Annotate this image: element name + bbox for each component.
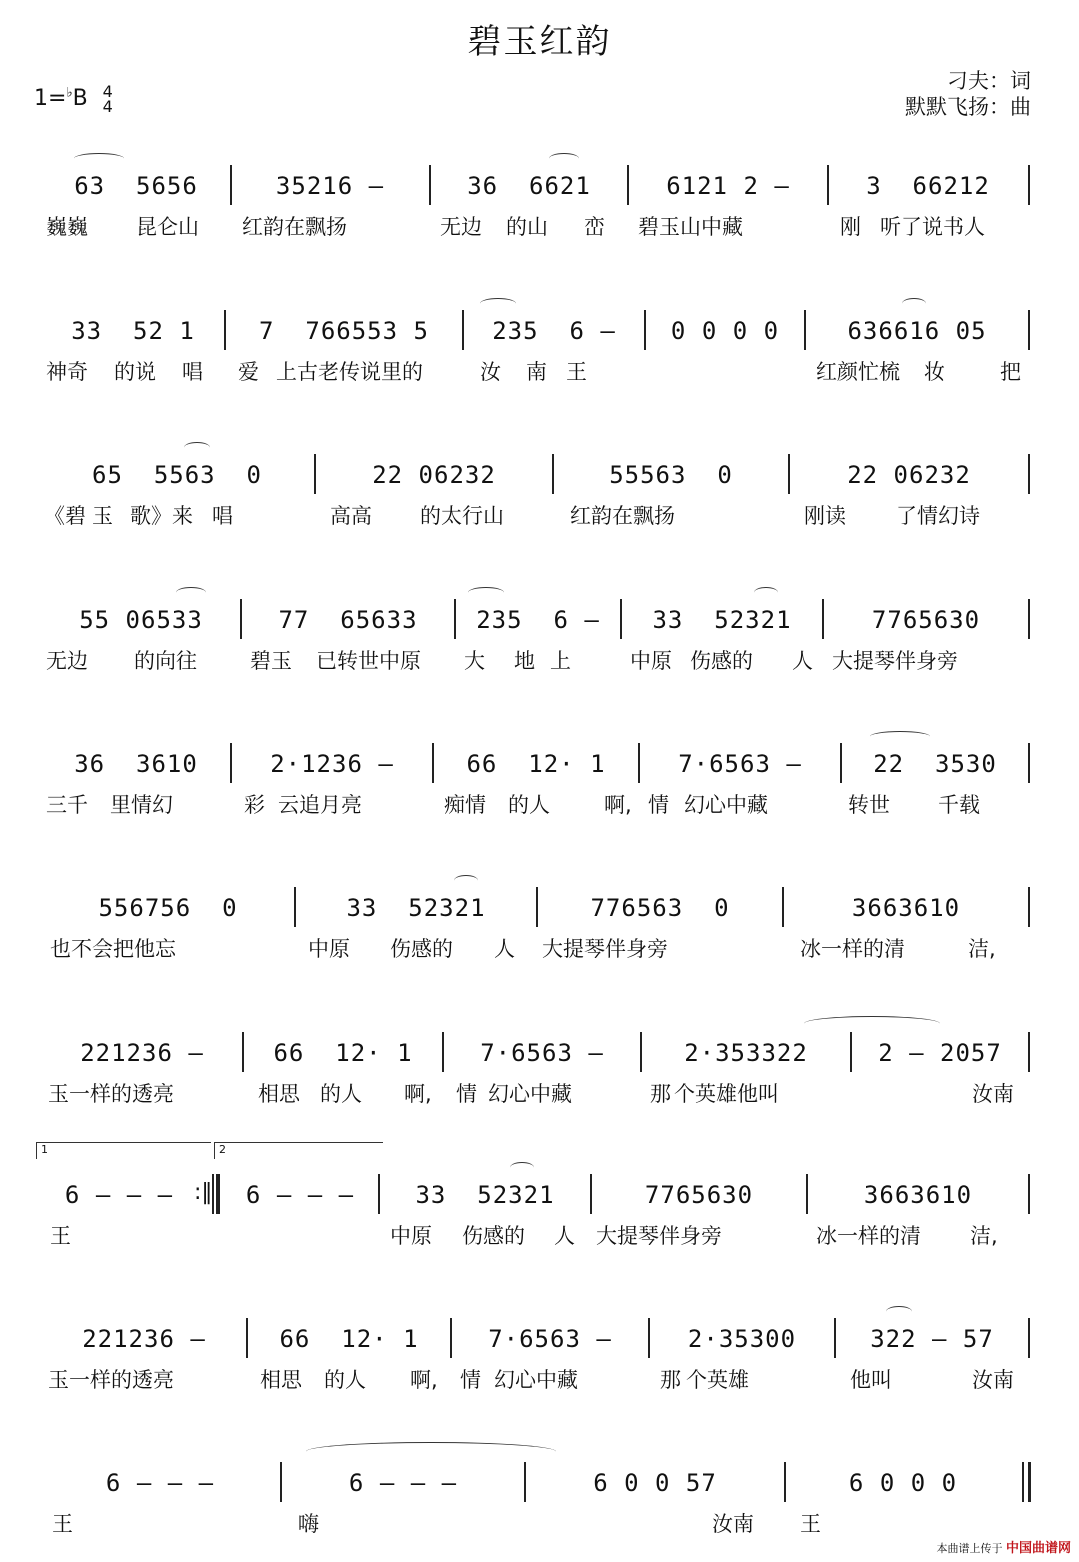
bar-line [834,1318,836,1358]
score-row-3 [44,452,1036,552]
bar-line [536,887,538,927]
lyric: 个英雄 [686,1368,749,1392]
measure: 2·1236 – [270,750,394,778]
repeat-bar [216,1174,220,1214]
slur [886,1306,912,1317]
lyric: 汝南 [972,1368,1014,1392]
lyricist-credit: 刁夫：词 [947,69,1031,93]
measure: 66 12· 1 [466,750,606,778]
measure: 55 06533 [79,606,203,634]
footer [936,1537,1071,1556]
measure: 7·6563 – [678,750,802,778]
bar-line [1028,1174,1030,1214]
bar-line [644,310,646,350]
bar-line [1028,887,1030,927]
lyric: 峦 [584,215,605,239]
bar-line [627,165,629,205]
lyric: 玉一样的透亮 [48,1368,174,1392]
measure: 2·353322 [684,1039,808,1067]
bar-line [782,887,784,927]
lyric: 无边 [46,649,88,673]
volta-second: 2 [214,1142,383,1159]
measure: 3663610 [851,894,961,922]
bar-line [1028,1032,1030,1072]
credits [905,68,1031,120]
lyric: 玉一样的透亮 [48,1082,174,1106]
lyric: 人 [792,649,813,673]
lyric: 三千 [46,793,88,817]
footer-text: 本曲谱上传于 [936,1542,1003,1555]
bar-line [246,1318,248,1358]
measure: 3 66212 [866,172,990,200]
lyric: 王 [800,1512,821,1536]
bar-line [242,1032,244,1072]
lyric: 已转世中原 [316,649,421,673]
measure: 2 – 2057 [878,1039,1002,1067]
lyric: 的太行山 [420,504,504,528]
measure: 33 52321 [415,1181,555,1209]
slur [306,1442,556,1461]
repeat-sign: :‖ [194,1180,213,1205]
measure: 6 – – – [64,1181,174,1209]
lyric: 啊, [604,793,632,817]
lyric: 幻心中藏 [684,793,768,817]
bar-line [378,1174,380,1214]
measure: 235 6 – [476,606,600,634]
lyric: 上古老传说里的 [276,360,423,384]
measure: 36 6621 [467,172,591,200]
song-title: 碧玉红韵 [467,22,612,62]
lyric: 他叫 [850,1368,892,1392]
lyrics-line [44,1220,1036,1252]
bar-line [442,1032,444,1072]
key-note: B [72,86,88,111]
slur [549,153,579,164]
slur [902,298,926,309]
measure: 6 0 0 57 [593,1469,717,1497]
score-row-10 [44,1460,1036,1560]
lyric: 啊, [404,1082,432,1106]
bar-line [230,165,232,205]
lyric: 中原 [308,937,350,961]
score-row-9 [44,1316,1036,1416]
bar-line [850,1032,852,1072]
lyric: 情 [460,1368,481,1392]
bar-line [432,743,434,783]
lyric: 也不会把他忘 [50,937,176,961]
lyric: 中原 [630,649,672,673]
lyric: 的人 [324,1368,366,1392]
measure: 66 12· 1 [273,1039,413,1067]
measure: 33 52321 [346,894,486,922]
bar-line [840,743,842,783]
lyric: 洁, [968,937,996,961]
lyric: 彩 [244,793,265,817]
slur [804,1016,940,1031]
lyrics-line [44,789,1036,821]
lyric: 红韵在飘扬 [242,215,347,239]
score-row-1 [44,163,1036,263]
lyric: 的人 [508,793,550,817]
lyric: 《碧 [44,504,86,528]
lyric: 唱 [182,360,203,384]
measure: 55563 0 [609,461,733,489]
lyric: 个英雄他叫 [674,1082,779,1106]
lyric: 昆仑山 [136,215,199,239]
lyric: 王 [50,1224,71,1248]
bar-line [462,310,464,350]
lyric: 转世 [848,793,890,817]
bar-line [638,743,640,783]
bar-line [524,1462,526,1502]
score-row-2 [44,308,1036,408]
measure: 66 12· 1 [279,1325,419,1353]
bar-line [280,1462,282,1502]
bar-line [827,165,829,205]
composer-credit: 默默飞扬：曲 [905,95,1031,119]
lyric: 歌》来 [130,504,193,528]
measure: 235 6 – [492,317,616,345]
lyric: 碧玉山中藏 [638,215,743,239]
key-prefix: 1= [34,86,67,111]
lyrics-line [44,1078,1036,1110]
bar-line [822,599,824,639]
flat-sign: ♭ [66,85,73,101]
measure: 6 0 0 0 [848,1469,958,1497]
bar-line [240,599,242,639]
site-logo[interactable]: 中国曲谱网 [1005,1541,1071,1556]
lyric: 汝南 [712,1512,754,1536]
lyric: 红颜忙梳 [816,360,900,384]
lyric: 的人 [320,1082,362,1106]
lyric: 情 [456,1082,477,1106]
bar-line [552,454,554,494]
bar-line [590,1174,592,1214]
time-bottom: 4 [102,97,113,116]
measure: 22 3530 [873,750,997,778]
score-row-7 [44,1030,1036,1130]
bar-line [804,310,806,350]
bar-line [788,454,790,494]
slur [184,442,210,453]
bar-line [314,454,316,494]
measure: 2·35300 [687,1325,797,1353]
lyric: 伤感的 [390,937,453,961]
lyric: 的向往 [134,649,197,673]
lyrics-line [44,1508,1036,1540]
lyric: 大提琴伴身旁 [832,649,958,673]
time-top: 4 [102,82,113,101]
lyric: 红韵在飘扬 [570,504,675,528]
lyric: 唱 [212,504,233,528]
lyrics-line [44,645,1036,677]
lyric: 幻心中藏 [488,1082,572,1106]
lyric: 巍巍 [46,215,88,239]
measure: 6 – – – [105,1469,215,1497]
lyric: 痴情 [444,793,486,817]
lyrics-line [44,1364,1036,1396]
lyric: 碧玉 [250,649,292,673]
lyric: 里情幻 [110,793,173,817]
lyric: 南 [526,360,547,384]
lyrics-line [44,356,1036,388]
lyric: 洁, [970,1224,998,1248]
slur [176,587,206,598]
lyric: 冰一样的清 [800,937,905,961]
lyrics-line [44,211,1036,243]
lyric: 高高 [330,504,372,528]
measure: 63 5656 [74,172,198,200]
slur [468,587,504,598]
lyric: 无边 [440,215,482,239]
bar-line [294,887,296,927]
measure: 636616 05 [847,317,987,345]
lyric: 的山 [506,215,548,239]
lyric: 中原 [390,1224,432,1248]
bar-line [1028,1318,1030,1358]
lyric: 玉 [92,504,113,528]
lyric: 汝南 [972,1082,1014,1106]
slur [754,587,778,598]
lyric: 人 [494,937,515,961]
measure: 3663610 [863,1181,973,1209]
measure: 6 – – – [245,1181,355,1209]
bar-line [1022,1462,1024,1502]
measure: 556756 0 [98,894,238,922]
measure: 33 52321 [652,606,792,634]
lyric: 幻心中藏 [494,1368,578,1392]
bar-line [1028,310,1030,350]
score-row-4 [44,597,1036,697]
bar-line [640,1032,642,1072]
slur [870,731,930,742]
bar-line [1028,454,1030,494]
lyric: 那 [650,1082,671,1106]
measure: 6 – – – [348,1469,458,1497]
lyric: 地 [514,649,535,673]
bar-line [230,743,232,783]
lyric: 听了说书人 [880,215,985,239]
lyric: 相思 [258,1082,300,1106]
lyric: 啊, [410,1368,438,1392]
measure: 65 5563 0 [92,461,262,489]
bar-line [1028,599,1030,639]
key-signature [34,84,113,114]
lyric: 汝 [480,360,501,384]
lyric: 神奇 [46,360,88,384]
time-signature [103,84,113,114]
lyric: 上 [550,649,571,673]
measure: 221236 – [80,1039,204,1067]
measure: 36 3610 [74,750,198,778]
slur [454,875,478,886]
score-row-8 [44,1172,1036,1272]
lyric: 那 [660,1368,681,1392]
bar-line [224,310,226,350]
lyric: 大提琴伴身旁 [596,1224,722,1248]
lyric: 云追月亮 [278,793,362,817]
measure: 776563 0 [590,894,730,922]
volta-first: 1 [36,1142,211,1159]
lyric: 爱 [238,360,259,384]
lyric: 刚读 [804,504,846,528]
lyric: 了情幻诗 [896,504,980,528]
measure: 322 – 57 [870,1325,994,1353]
lyric: 王 [52,1512,73,1536]
measure: 7 766553 5 [259,317,429,345]
measure: 0 0 0 0 [670,317,780,345]
lyric: 王 [566,360,587,384]
bar-line [806,1174,808,1214]
lyric: 大提琴伴身旁 [542,937,668,961]
bar-line [620,599,622,639]
measure: 33 52 1 [71,317,195,345]
bar-line [1028,743,1030,783]
measure: 221236 – [82,1325,206,1353]
lyric: 嗨 [298,1512,319,1536]
measure: 7·6563 – [480,1039,604,1067]
lyric: 千载 [938,793,980,817]
measure: 7765630 [644,1181,754,1209]
bar-line [648,1318,650,1358]
lyric: 伤感的 [690,649,753,673]
lyric: 情 [648,793,669,817]
score-row-6 [44,885,1036,985]
bar-line [450,1318,452,1358]
measure: 22 06232 [372,461,496,489]
lyric: 刚 [840,215,861,239]
lyric: 相思 [260,1368,302,1392]
slur [74,153,124,164]
lyric: 妆 [924,360,945,384]
lyrics-line [44,933,1036,965]
lyric: 把 [1000,360,1021,384]
bar-line [1028,165,1030,205]
measure: 6121 2 – [666,172,790,200]
measure: 22 06232 [847,461,971,489]
lyric: 冰一样的清 [816,1224,921,1248]
lyric: 人 [554,1224,575,1248]
lyrics-line [44,500,1036,532]
bar-line [454,599,456,639]
score-row-5 [44,741,1036,841]
lyric: 大 [464,649,485,673]
slur [510,1162,534,1173]
lyric: 的说 [114,360,156,384]
measure: 77 65633 [278,606,418,634]
measure: 7765630 [871,606,981,634]
bar-line [429,165,431,205]
slur [480,298,516,309]
measure: 7·6563 – [488,1325,612,1353]
lyric: 伤感的 [462,1224,525,1248]
bar-line [784,1462,786,1502]
final-bar-line [1028,1462,1031,1502]
measure: 35216 – [275,172,385,200]
